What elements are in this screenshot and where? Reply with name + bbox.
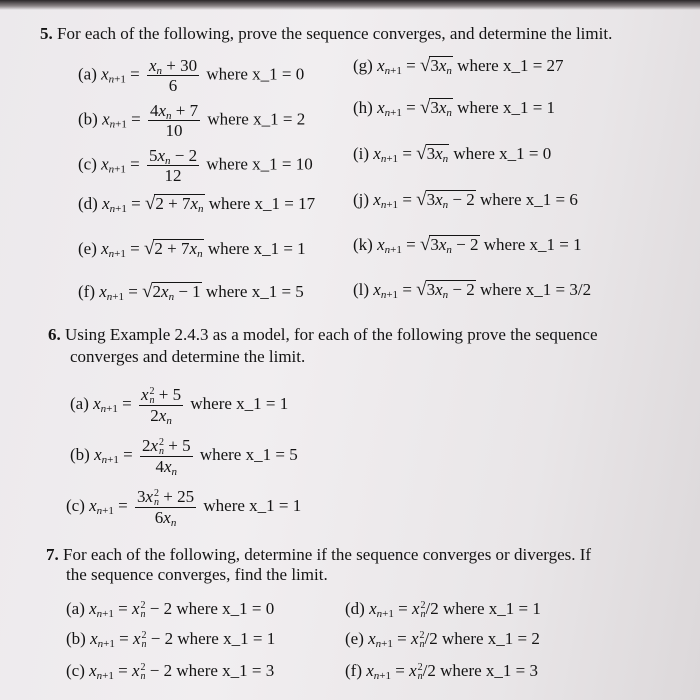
item-label: (c)	[66, 495, 85, 515]
initial-condition: where x_1 = 1	[177, 629, 276, 648]
problem-6-text-line2: converges and determine the limit.	[70, 347, 306, 366]
item-label: (d)	[345, 599, 365, 618]
problem-5d: (d) $x_{n+1} = √2 + 7x_n$ where x_1 = 17	[78, 193, 316, 215]
item-label: (i)	[353, 144, 370, 163]
problem-5b: (b) $x_{n+1}$ = $\frac{4x_n + 7}{10}$ where x_1 = 2	[78, 101, 306, 140]
item-label: (c)	[66, 661, 85, 680]
problem-6b: (b) $x_{n+1}$ = 2x 2 n + 5 $4x_n$ where x_1 = 5	[70, 436, 298, 479]
initial-condition: where x_1 = 1	[190, 393, 289, 413]
item-label: (f)	[78, 282, 95, 301]
problem-6-number: 6.	[48, 325, 61, 344]
problem-7f: (f) $x_{n+1} = x$ 2 n /2 where x_1 = 3	[345, 661, 538, 683]
problem-6-text-line1: Using Example 2.4.3 as a model, for each of the following prove the sequence	[65, 325, 598, 344]
item-label: (e)	[345, 629, 364, 648]
problem-5c: (c) $x_{n+1}$ = $\frac{5x_n - 2}{12}$ where x_1 = 10	[78, 146, 313, 185]
fraction: x 2 n + 5 $2x_n$	[140, 385, 182, 428]
problem-5a: (a) $x_{n+1}$ = $\frac{x_n + 30}{6}$ where x_1 = 0	[78, 56, 305, 95]
problem-7-text-line1: For each of the following, determine if the sequence converges or diverges. If	[63, 545, 592, 564]
problem-5-heading	[40, 24, 612, 44]
initial-condition: where x_1 = 1	[203, 495, 302, 515]
item-label: (e)	[78, 239, 97, 258]
initial-condition: where x_1 = 6	[479, 190, 578, 209]
initial-condition: where x_1 = 3	[176, 661, 275, 680]
initial-condition: where x_1 = 10	[206, 154, 313, 174]
problem-6c: (c) $x_{n+1}$ = 3x 2 n + 25 $6x_n$ where x_1 = 1	[66, 487, 302, 530]
problem-5h: (h) $x_{n+1} = √3x_n$ where x_1 = 1	[353, 97, 556, 119]
problem-6a: (a) $x_{n+1}$ = x 2 n + 5 $2x_n$ where x_1 = 1	[70, 385, 289, 428]
item-label: (h)	[353, 98, 373, 117]
initial-condition: where x_1 = 0	[206, 64, 305, 84]
problem-5-number: 5.	[40, 24, 53, 43]
fraction: $\frac{4x_n + 7}{10}$	[149, 101, 199, 140]
fraction: 3x 2 n + 25 $6x_n$	[136, 487, 195, 530]
problem-5l: (l) $x_{n+1} = √3x_n - 2$ where x_1 = 3/2	[353, 279, 592, 301]
fraction: $\frac{x_n + 30}{6}$	[148, 56, 198, 95]
problem-5i: (i) $x_{n+1} = √3x_n$ where x_1 = 0	[353, 143, 552, 165]
problem-5e: (e) $x_{n+1} = √2 + 7x_n$ where x_1 = 1	[78, 238, 306, 260]
item-label: (k)	[353, 235, 373, 254]
item-label: (j)	[353, 190, 370, 209]
problem-7-heading	[46, 545, 591, 565]
page-top-edge	[0, 0, 700, 10]
fraction: $\frac{5x_n - 2}{12}$	[148, 146, 198, 185]
problem-7d: (d) $x_{n+1} = x$ 2 n /2 where x_1 = 1	[345, 599, 541, 621]
initial-condition: where x_1 = 0	[176, 599, 275, 618]
initial-condition: where x_1 = 2	[207, 109, 306, 129]
problem-5j: (j) $x_{n+1} = √3x_n - 2$ where x_1 = 6	[353, 189, 578, 211]
initial-condition: where x_1 = 1	[207, 239, 306, 258]
initial-condition: where x_1 = 0	[453, 144, 552, 163]
item-label: (f)	[345, 661, 362, 680]
initial-condition: where x_1 = 1	[457, 98, 556, 117]
initial-condition: where x_1 = 3	[440, 661, 538, 680]
problem-5-text: For each of the following, prove the sequence converges, and determine the limit.	[57, 24, 613, 43]
item-label: (b)	[70, 444, 90, 464]
fraction: 2x 2 n + 5 $4x_n$	[141, 436, 191, 479]
initial-condition: where x_1 = 3/2	[479, 280, 592, 299]
item-label: (d)	[78, 194, 98, 213]
initial-condition: where x_1 = 27	[457, 56, 564, 75]
problem-7-text-line2: the sequence converges, find the limit.	[66, 565, 328, 584]
initial-condition: where x_1 = 17	[208, 194, 316, 213]
item-label: (a)	[78, 64, 97, 84]
initial-condition: where x_1 = 2	[442, 629, 540, 648]
problem-7-number: 7.	[46, 545, 59, 564]
problem-7e: (e) $x_{n+1} = x$ 2 n /2 where x_1 = 2	[345, 629, 540, 651]
item-label: (g)	[353, 56, 373, 75]
item-label: (a)	[70, 393, 89, 413]
item-label: (b)	[78, 109, 98, 129]
problem-7a: (a) $x_{n+1} = x$ 2 n − 2 where x_1 = 0	[66, 599, 275, 621]
item-label: (a)	[66, 599, 85, 618]
problem-6-heading	[48, 325, 598, 345]
initial-condition: where x_1 = 5	[199, 444, 298, 464]
item-label: (c)	[78, 154, 97, 174]
item-label: (b)	[66, 629, 86, 648]
problem-7c: (c) $x_{n+1} = x$ 2 n − 2 where x_1 = 3	[66, 661, 275, 683]
problem-7b: (b) $x_{n+1} = x$ 2 n − 2 where x_1 = 1	[66, 629, 276, 651]
problem-5g: (g) $x_{n+1} = √3x_n$ where x_1 = 27	[353, 55, 564, 77]
problem-5k: (k) $x_{n+1} = √3x_n - 2$ where x_1 = 1	[353, 234, 582, 256]
problem-5f: (f) $x_{n+1} = √2x_n - 1$ where x_1 = 5	[78, 281, 304, 303]
initial-condition: where x_1 = 5	[205, 282, 304, 301]
item-label: (l)	[353, 280, 370, 299]
initial-condition: where x_1 = 1	[442, 599, 541, 618]
initial-condition: where x_1 = 1	[483, 235, 582, 254]
